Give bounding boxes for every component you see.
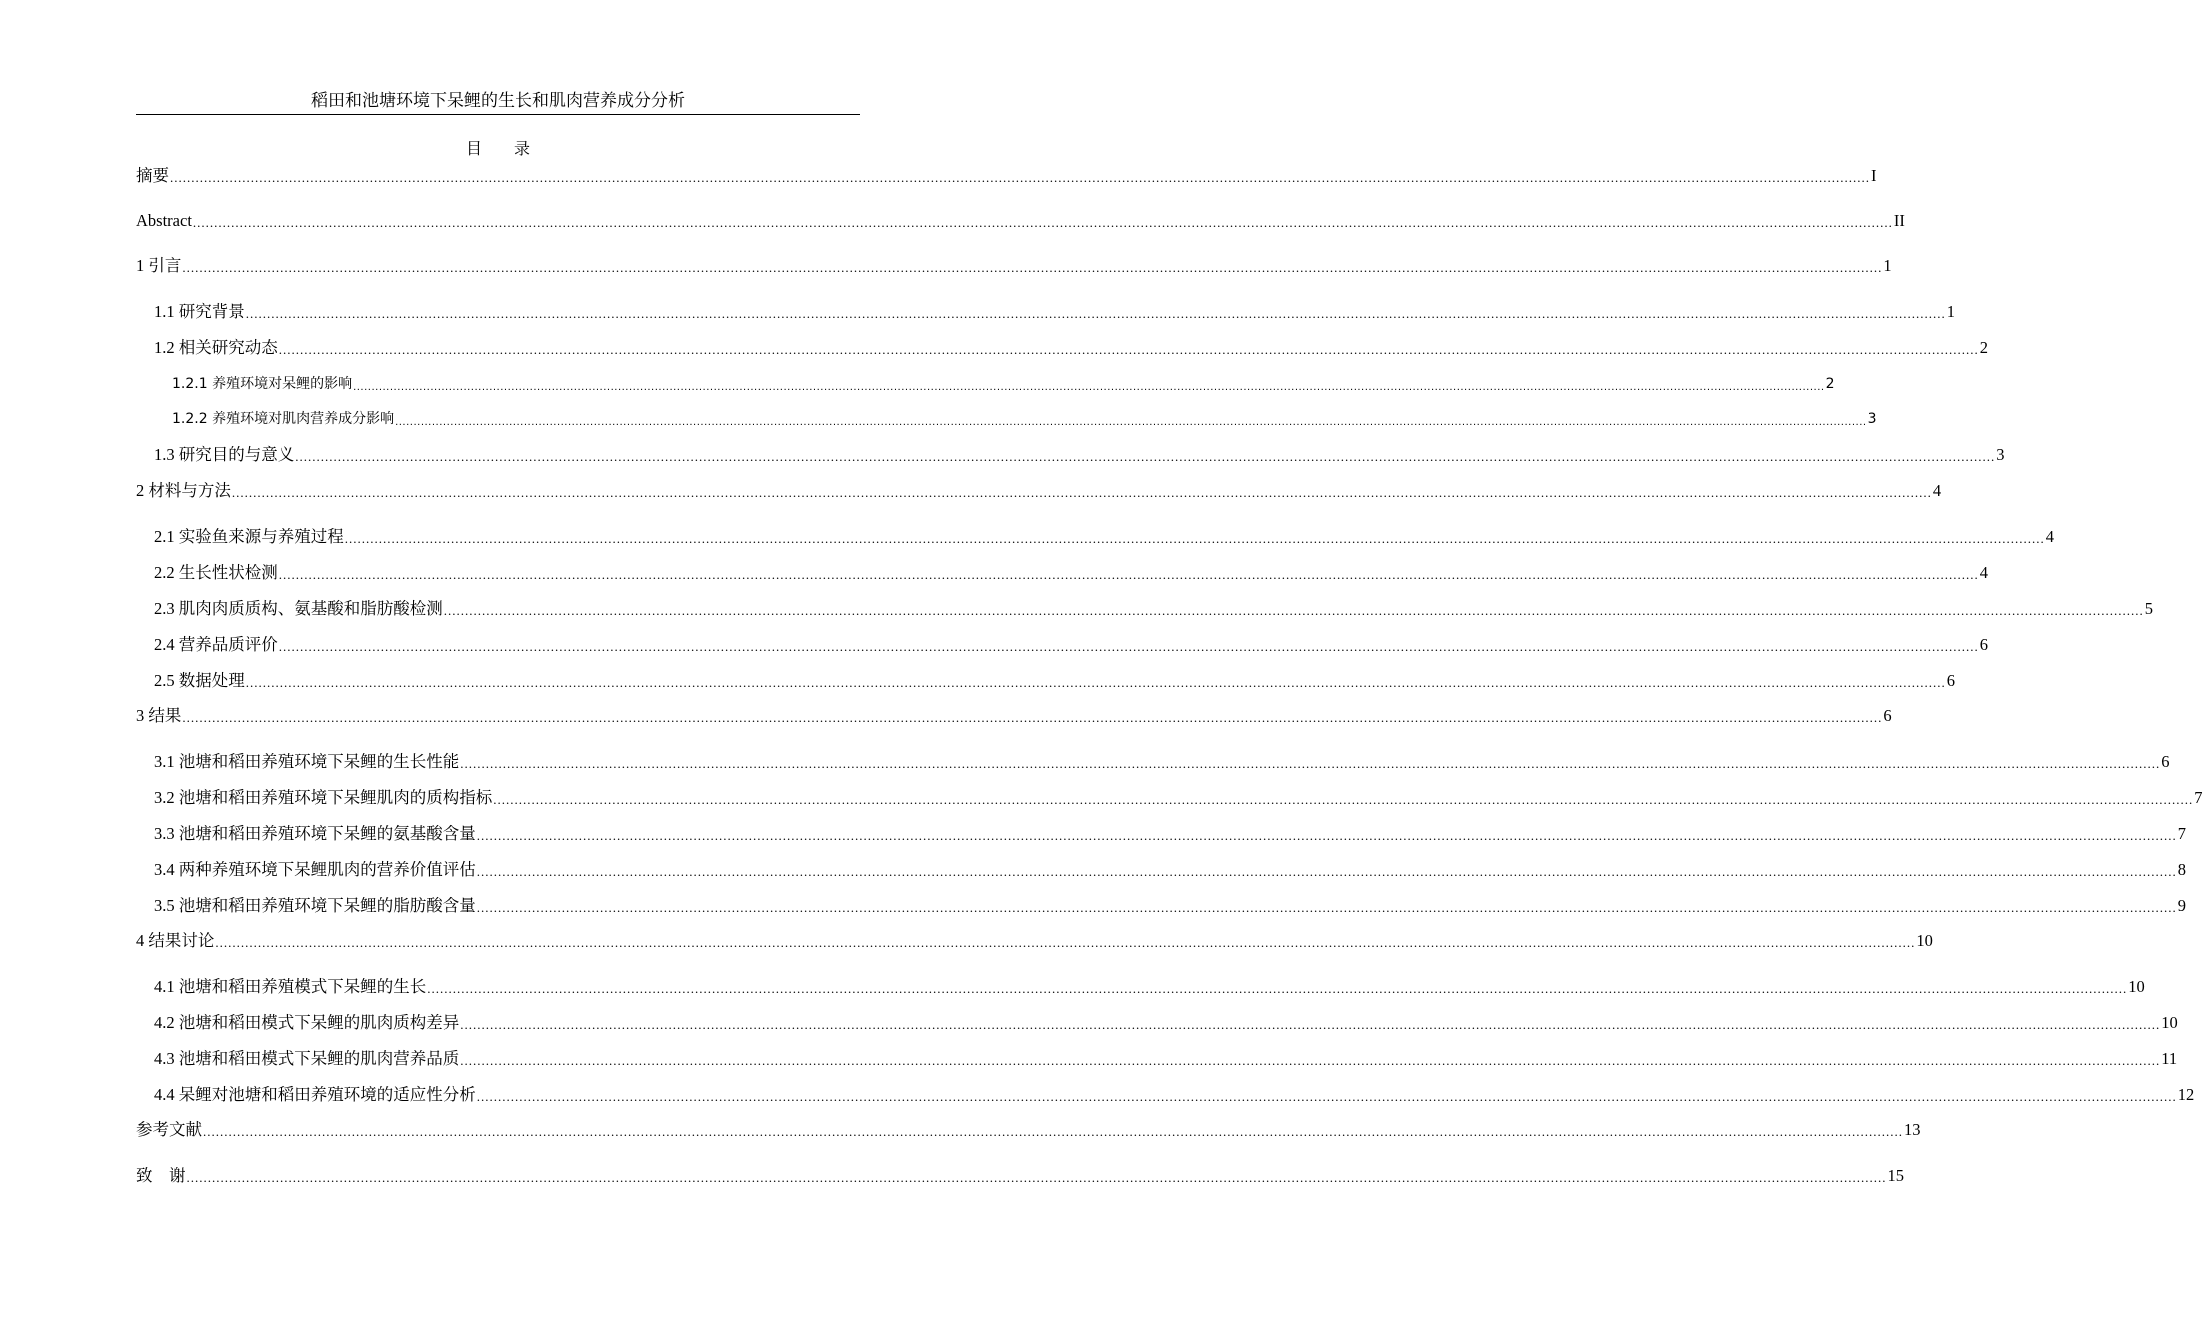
toc-entry-label: 4.3 池塘和稻田模式下呆鲤的肌肉营养品质 <box>154 1049 460 1068</box>
toc-entry-page: 6 <box>1883 706 1892 725</box>
toc-entry-label: 4.2 池塘和稻田模式下呆鲤的肌肉质构差异 <box>154 1013 460 1032</box>
dot-leader: ................................................................................................................................................................................................................................................................................................................................................................................................................ <box>203 1124 1903 1139</box>
toc-entry-label: 1.2 相关研究动态 <box>154 338 278 357</box>
toc-entry-label: 参考文献 <box>136 1120 202 1139</box>
toc-entry-2-5[interactable] <box>154 669 1955 691</box>
toc-entry-4-3[interactable] <box>154 1047 2178 1069</box>
toc-entry-2-3[interactable] <box>154 597 2153 619</box>
toc-entry-page: 9 <box>2177 896 2186 915</box>
toc-entry-label: 3 结果 <box>136 706 182 725</box>
toc-entry-label: 2.3 肌肉肉质质构、氨基酸和脂肪酸检测 <box>154 599 443 618</box>
toc-entry-page: 13 <box>1904 1120 1921 1139</box>
toc-entry-label: 2 材料与方法 <box>136 481 231 500</box>
toc-entry-page: 8 <box>2177 860 2186 879</box>
dot-leader: ................................................................................................................................................................................................................................................................................................................................................................................................................ <box>353 382 1825 393</box>
toc-title-left: 目 <box>465 141 482 158</box>
toc-entry-label: 1.2.1 养殖环境对呆鲤的影响 <box>172 376 353 392</box>
toc-entry-label: 1 引言 <box>136 256 182 275</box>
toc-entry-page: 2 <box>1979 338 1988 357</box>
dot-leader: ................................................................................................................................................................................................................................................................................................................................................................................................................ <box>344 531 2045 546</box>
toc-entry-1-2-2[interactable] <box>172 407 1877 429</box>
dot-leader: ................................................................................................................................................................................................................................................................................................................................................................................................................ <box>278 639 1979 654</box>
toc-entry-abstract-cn[interactable] <box>136 164 1877 186</box>
dot-leader: ................................................................................................................................................................................................................................................................................................................................................................................................................ <box>476 900 2177 915</box>
toc-entry-label: 3.2 池塘和稻田养殖环境下呆鲤肌肉的质构指标 <box>154 788 493 807</box>
toc-entry-3-2[interactable] <box>154 786 2203 808</box>
dot-leader: ................................................................................................................................................................................................................................................................................................................................................................................................................ <box>295 449 1996 464</box>
toc-entry-page: 4 <box>1932 481 1942 500</box>
dot-leader: ................................................................................................................................................................................................................................................................................................................................................................................................................ <box>443 603 2144 618</box>
toc-entry-page: 1 <box>1946 302 1955 321</box>
toc-entry-page: 3 <box>1996 445 2005 464</box>
dot-leader: ................................................................................................................................................................................................................................................................................................................................................................................................................ <box>215 935 1916 950</box>
toc-entry-4-4[interactable] <box>154 1083 2195 1105</box>
toc-entry-references[interactable] <box>136 1118 1921 1140</box>
toc-entry-label: 2.2 生长性状检测 <box>154 563 278 582</box>
toc-entry-label: 摘要 <box>136 166 169 185</box>
toc-entry-label: 3.1 池塘和稻田养殖环境下呆鲤的生长性能 <box>154 752 460 771</box>
toc-entry-page: 4 <box>1979 563 1988 582</box>
toc-entry-page: 15 <box>1887 1166 1904 1185</box>
toc-entry-page: 6 <box>2161 752 2170 771</box>
toc-entry-page: 11 <box>2161 1049 2178 1068</box>
toc-entry-page: 7 <box>2194 788 2203 807</box>
dot-leader: ................................................................................................................................................................................................................................................................................................................................................................................................................ <box>182 260 1883 275</box>
toc-entry-page: 10 <box>1916 931 1933 950</box>
toc-entry-3-5[interactable] <box>154 894 2186 916</box>
toc-entry-page: 6 <box>1946 671 1955 690</box>
dot-leader: ................................................................................................................................................................................................................................................................................................................................................................................................................ <box>476 1089 2177 1104</box>
toc-entry-1[interactable] <box>136 254 1892 276</box>
toc-title-right: 录 <box>514 141 531 158</box>
toc-entry-page: 10 <box>2128 977 2145 996</box>
toc-entry-1-2[interactable] <box>154 336 1988 358</box>
toc-entry-label: 1.2.2 养殖环境对肌肉营养成分影响 <box>172 411 395 427</box>
toc-entry-3-3[interactable] <box>154 822 2186 844</box>
toc-entry-page: 1 <box>1883 256 1892 275</box>
toc-entry-1-3[interactable] <box>154 443 2005 465</box>
toc-entry-label: 2.5 数据处理 <box>154 671 245 690</box>
toc-entry-4-1[interactable] <box>154 975 2145 997</box>
toc-entry-label: 2.4 营养品质评价 <box>154 635 278 654</box>
running-header: 稻田和池塘环境下呆鲤的生长和肌肉营养成分分析 <box>311 91 685 110</box>
dot-leader: ................................................................................................................................................................................................................................................................................................................................................................................................................ <box>245 306 1946 321</box>
dot-leader: ................................................................................................................................................................................................................................................................................................................................................................................................................ <box>460 1053 2161 1068</box>
dot-leader: ................................................................................................................................................................................................................................................................................................................................................................................................................ <box>278 342 1979 357</box>
toc-entry-label: 3.3 池塘和稻田养殖环境下呆鲤的氨基酸含量 <box>154 824 476 843</box>
toc-entry-label: 致 谢 <box>136 1166 186 1185</box>
dot-leader: ................................................................................................................................................................................................................................................................................................................................................................................................................ <box>278 567 1979 582</box>
toc-entry-label: 1.1 研究背景 <box>154 302 245 321</box>
toc-entry-page: 2 <box>1825 376 1835 392</box>
toc-entry-page: II <box>1893 211 1905 230</box>
toc-entry-page: 4 <box>2045 527 2054 546</box>
toc-entry-label: 4 结果讨论 <box>136 931 215 950</box>
dot-leader: ................................................................................................................................................................................................................................................................................................................................................................................................................ <box>427 981 2128 996</box>
dot-leader: ................................................................................................................................................................................................................................................................................................................................................................................................................ <box>231 485 1932 500</box>
toc-entry-3-1[interactable] <box>154 750 2170 772</box>
dot-leader: ................................................................................................................................................................................................................................................................................................................................................................................................................ <box>192 215 1893 230</box>
toc-entry-page: 5 <box>2144 599 2153 618</box>
dot-leader: ................................................................................................................................................................................................................................................................................................................................................................................................................ <box>460 1017 2161 1032</box>
toc-entry-label: 1.3 研究目的与意义 <box>154 445 295 464</box>
toc-entry-page: 6 <box>1979 635 1988 654</box>
toc-entry-page: I <box>1871 166 1877 185</box>
toc-entry-page: 10 <box>2161 1013 2178 1032</box>
dot-leader: ................................................................................................................................................................................................................................................................................................................................................................................................................ <box>476 828 2177 843</box>
toc-entry-4[interactable] <box>136 929 1933 951</box>
toc-entry-page: 12 <box>2177 1085 2195 1104</box>
toc-entry-1-1[interactable] <box>154 300 1955 322</box>
dot-leader: ................................................................................................................................................................................................................................................................................................................................................................................................................ <box>170 170 1870 185</box>
toc-entry-2[interactable] <box>136 479 1942 501</box>
dot-leader: ................................................................................................................................................................................................................................................................................................................................................................................................................ <box>476 864 2177 879</box>
toc-title <box>136 140 860 160</box>
toc-entry-acknowledgements[interactable] <box>136 1164 1904 1186</box>
toc-entry-label: 3.4 两种养殖环境下呆鲤肌肉的营养价值评估 <box>154 860 476 879</box>
toc-entry-3-4[interactable] <box>154 858 2186 880</box>
toc-entry-abstract-en[interactable] <box>136 209 1905 231</box>
toc-entry-label: 4.4 呆鲤对池塘和稻田养殖环境的适应性分析 <box>154 1085 476 1104</box>
toc-entry-2-1[interactable] <box>154 525 2054 547</box>
toc-entry-label: 2.1 实验鱼来源与养殖过程 <box>154 527 344 546</box>
header-rule <box>136 114 860 115</box>
toc-entry-label: Abstract <box>136 211 192 230</box>
toc-entry-2-2[interactable] <box>154 561 1988 583</box>
toc-entry-page: 3 <box>1867 411 1877 427</box>
dot-leader: ................................................................................................................................................................................................................................................................................................................................................................................................................ <box>182 710 1883 725</box>
toc-entry-label: 3.5 池塘和稻田养殖环境下呆鲤的脂肪酸含量 <box>154 896 476 915</box>
dot-leader: ................................................................................................................................................................................................................................................................................................................................................................................................................ <box>186 1170 1887 1185</box>
dot-leader: ................................................................................................................................................................................................................................................................................................................................................................................................................ <box>460 756 2161 771</box>
toc-entry-4-2[interactable] <box>154 1011 2178 1033</box>
toc-entry-1-2-1[interactable] <box>172 372 1835 394</box>
dot-leader: ................................................................................................................................................................................................................................................................................................................................................................................................................ <box>395 417 1867 428</box>
dot-leader: ................................................................................................................................................................................................................................................................................................................................................................................................................ <box>493 792 2194 807</box>
toc-entry-page: 7 <box>2177 824 2186 843</box>
toc-entry-2-4[interactable] <box>154 633 1988 655</box>
toc-entry-label: 4.1 池塘和稻田养殖模式下呆鲤的生长 <box>154 977 427 996</box>
toc-entry-3[interactable] <box>136 704 1892 726</box>
dot-leader: ................................................................................................................................................................................................................................................................................................................................................................................................................ <box>245 675 1946 690</box>
